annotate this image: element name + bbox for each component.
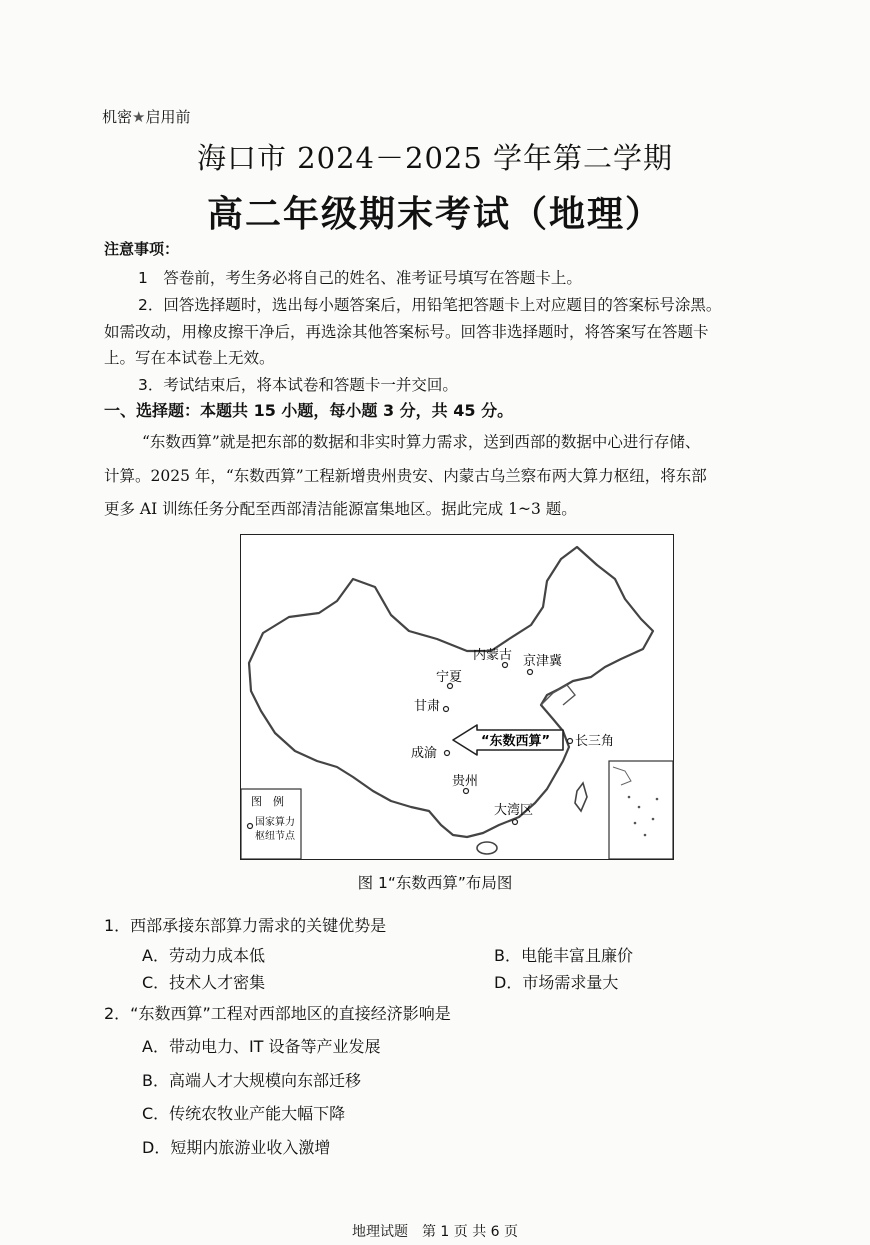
svg-text:宁夏: 宁夏	[436, 670, 463, 685]
exam-title: 高二年级期末考试（地理）	[206, 194, 663, 235]
node-changsanjiao	[568, 734, 615, 749]
svg-text:成渝: 成渝	[411, 746, 438, 761]
hainan-island	[477, 842, 497, 854]
legend-item-line2: 枢纽节点	[255, 831, 295, 842]
question-2-option-b: B．高端人才大规模向东部迁移	[142, 1071, 361, 1090]
figure-caption: 图 1“东数西算”布局图	[357, 874, 513, 892]
arrow-label: “东数西算”	[481, 734, 551, 749]
country-outline	[249, 547, 653, 837]
china-map-svg	[241, 535, 673, 859]
passage-line-2: 计算。2025 年，“东数西算”工程新增贵州贵安、内蒙古乌兰察布两大算力枢纽，将东部	[104, 467, 707, 485]
question-2-option-a: A．带动电力、IT 设备等产业发展	[142, 1037, 381, 1056]
legend-title: 图 例	[251, 795, 284, 808]
exam-term-title: 海口市 2024－2025 学年第二学期	[196, 141, 674, 175]
question-1-option-c: C．技术人才密集	[142, 973, 266, 992]
node-chengyu	[411, 745, 450, 761]
passage-line-3: 更多 AI 训练任务分配至西部清洁能源富集地区。据此完成 1~3 题。	[104, 500, 577, 518]
confidential-label	[102, 106, 190, 127]
node-jingjinji	[523, 653, 563, 675]
note-line-3: 如需改动，用橡皮擦干净后，再选涂其他答案标号。回答非选择题时，将答案写在答题卡	[104, 323, 709, 341]
question-2-option-d: D．短期内旅游业收入激增	[142, 1138, 331, 1157]
svg-text:大湾区: 大湾区	[494, 803, 534, 818]
page-footer: 地理试题 第 1 页 共 6 页	[351, 1224, 519, 1240]
layout-map	[240, 534, 674, 860]
node-guizhou	[452, 773, 478, 794]
svg-text:京津冀: 京津冀	[523, 654, 563, 669]
question-2-option-c: C．传统农牧业产能大幅下降	[142, 1104, 346, 1123]
svg-text:贵州: 贵州	[452, 774, 479, 789]
east-west-arrow	[453, 725, 563, 755]
question-1-option-b: B．电能丰富且廉价	[494, 946, 633, 965]
notes-heading: 注意事项：	[104, 240, 180, 258]
passage-line-1: “东数西算”就是把东部的数据和非实时算力需求，送到西部的数据中心进行存储、	[142, 433, 701, 451]
node-gansu	[414, 698, 449, 714]
secret-suffix: 启用前	[145, 108, 191, 126]
question-1-stem: 1．西部承接东部算力需求的关键优势是	[104, 916, 387, 935]
south-china-sea-inset	[609, 761, 673, 859]
note-line-5: 3．考试结束后，将本试卷和答题卡一并交回。	[138, 376, 458, 394]
note-line-4: 上。写在本试卷上无效。	[104, 349, 275, 367]
question-1-option-a: A．劳动力成本低	[142, 946, 265, 965]
taiwan-island	[575, 783, 587, 811]
node-dawanqu	[494, 802, 533, 825]
svg-text:内蒙古: 内蒙古	[473, 648, 513, 663]
map-legend	[241, 789, 301, 859]
node-ningxia	[436, 670, 462, 689]
svg-text:长三角: 长三角	[575, 734, 615, 749]
star-icon: ★	[132, 108, 146, 126]
legend-item-line1: 国家算力	[255, 817, 295, 828]
question-2-stem: 2．“东数西算”工程对西部地区的直接经济影响是	[104, 1004, 451, 1023]
secret-prefix: 机密	[102, 108, 133, 126]
node-neimenggu	[473, 647, 512, 668]
svg-text:甘肃: 甘肃	[414, 699, 441, 714]
note-line-2: 2．回答选择题时，选出每小题答案后，用铅笔把答题卡上对应题目的答案标号涂黑。	[138, 296, 722, 314]
question-1-option-d: D．市场需求量大	[494, 973, 619, 992]
section-title: 一、选择题：本题共 15 小题，每小题 3 分，共 45 分。	[104, 401, 514, 420]
note-line-1: 1 答卷前，考生务必将自己的姓名、准考证号填写在答题卡上。	[138, 269, 582, 287]
